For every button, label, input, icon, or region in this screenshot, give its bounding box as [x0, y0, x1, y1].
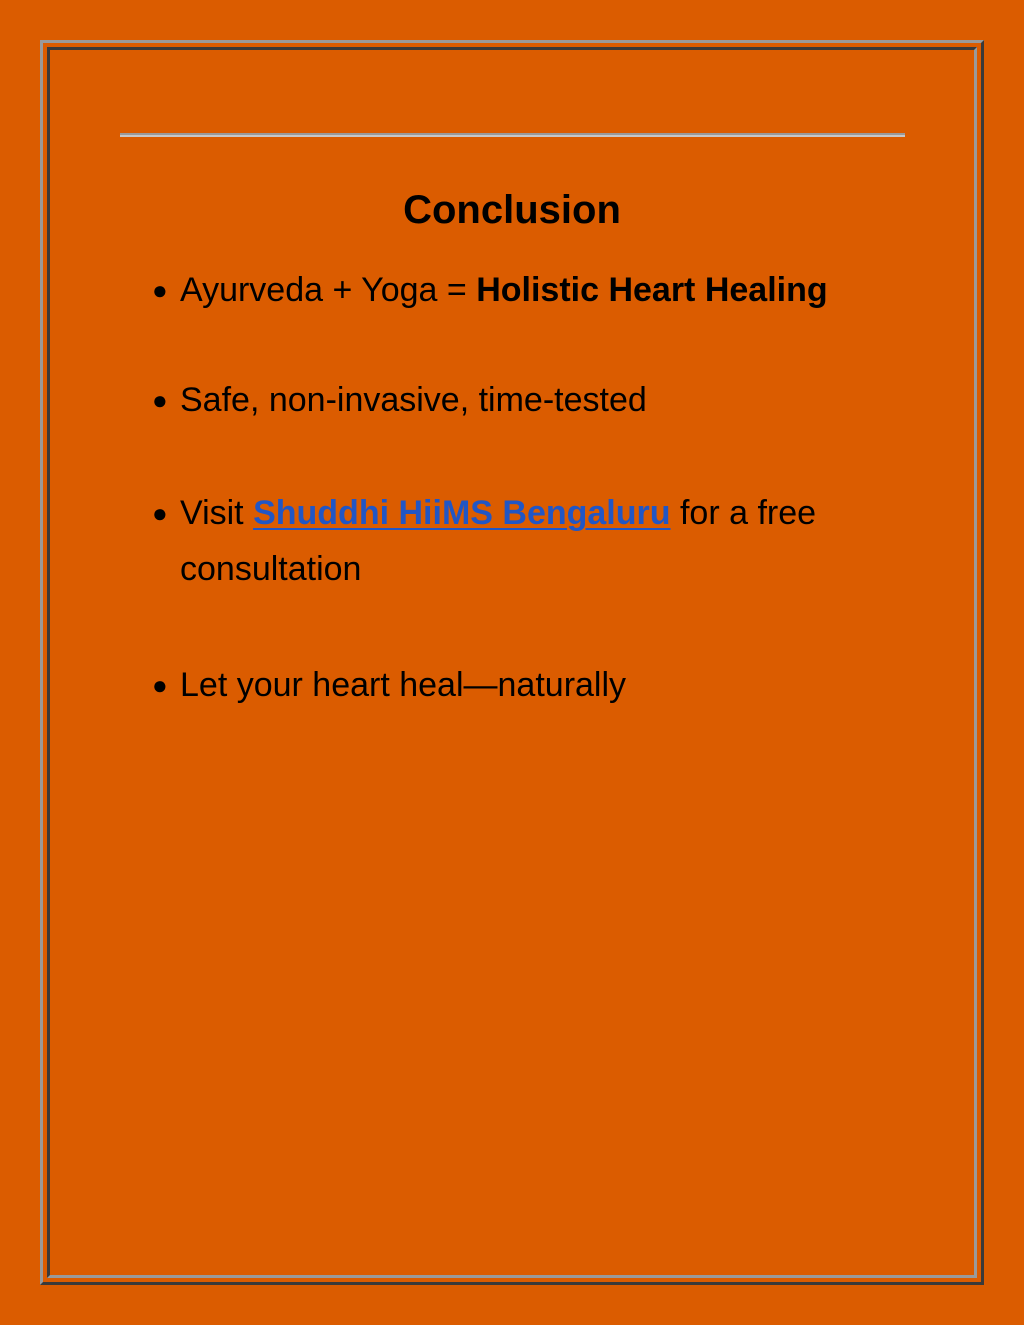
list-item-prefix: Ayurveda + Yoga = — [180, 271, 477, 309]
list-item-text — [180, 485, 872, 597]
list-item — [152, 485, 872, 597]
list-item-prefix: Visit — [180, 494, 254, 532]
shuddhi-hiims-link[interactable]: Shuddhi HiiMS Bengaluru — [253, 494, 671, 532]
horizontal-rule — [120, 133, 905, 137]
list-item-text: Let your heart heal—naturally — [180, 666, 627, 704]
list-item-suffix: for a free consultation — [180, 494, 817, 588]
list-item — [152, 262, 872, 318]
bullet-icon: ● — [152, 385, 168, 415]
bullet-icon: ● — [152, 275, 168, 305]
list-item — [152, 372, 872, 428]
bullet-icon: ● — [152, 498, 168, 528]
page-title: Conclusion — [403, 188, 621, 232]
bullet-icon: ● — [152, 670, 168, 700]
list-item-text — [180, 262, 872, 318]
list-item-bold-text: Holistic Heart Healing — [476, 271, 828, 309]
list-item — [152, 657, 872, 713]
list-item-text: Safe, non-invasive, time-tested — [180, 381, 647, 419]
